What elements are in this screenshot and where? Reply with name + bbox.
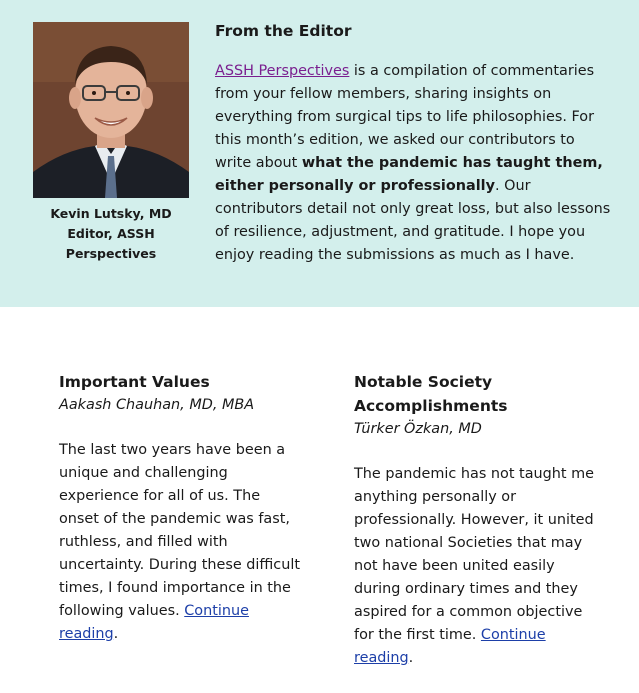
article-author: Aakash Chauhan, MD, MBA bbox=[59, 397, 255, 413]
editor-heading: From the Editor bbox=[215, 22, 352, 40]
caption-role: Editor, ASSH bbox=[67, 226, 155, 241]
article-author: Türker Özkan, MD bbox=[354, 421, 482, 437]
continue-reading-link[interactable]: Continue reading bbox=[59, 603, 249, 642]
article-title: Notable Society Accomplishments bbox=[354, 373, 508, 415]
caption-name: Kevin Lutsky, MD bbox=[50, 206, 172, 221]
article-body-end: . bbox=[408, 650, 414, 666]
article-body-text: The last two years have been a unique and challenging experience for all of us. The onset of the pandemic was fast, ruthless, and filled with uncertainty. During these difficult times, I found importance in the following values. bbox=[59, 442, 300, 619]
article-body bbox=[354, 463, 599, 670]
article-title: Important Values bbox=[59, 373, 210, 391]
assh-perspectives-link[interactable]: ASSH Perspectives bbox=[215, 63, 350, 79]
article-body-text: The pandemic has not taught me anything personally or professionally. However, it united two national Societies that may not have been united easily during ordinary times and they aspired for a common objective for the first time. bbox=[354, 466, 594, 643]
editor-body-emphasis: what the pandemic has taught them, either personally or professionally bbox=[215, 155, 603, 194]
article-body-end: . bbox=[113, 626, 119, 642]
article-notable-society-accomplishments bbox=[354, 370, 599, 670]
editor-body-text-2: . Our contributors detail not only great loss, but also lessons of resilience, adjustment, and gratitude. I hope you enjoy reading the submissions as much as I have. bbox=[215, 178, 611, 263]
continue-reading-link[interactable]: Continue reading bbox=[354, 627, 546, 666]
editor-photo bbox=[33, 22, 189, 198]
caption-publication: Perspectives bbox=[65, 246, 157, 261]
article-important-values bbox=[59, 370, 304, 646]
editor-body bbox=[215, 60, 615, 267]
editor-body-text-1: is a compilation of commentaries from your fellow members, sharing insights on everything from surgical tips to life philosophies. For this month’s edition, we asked our contributors to write about bbox=[215, 63, 595, 171]
article-body bbox=[59, 439, 304, 646]
editor-panel bbox=[0, 0, 639, 307]
editor-caption bbox=[33, 204, 189, 264]
